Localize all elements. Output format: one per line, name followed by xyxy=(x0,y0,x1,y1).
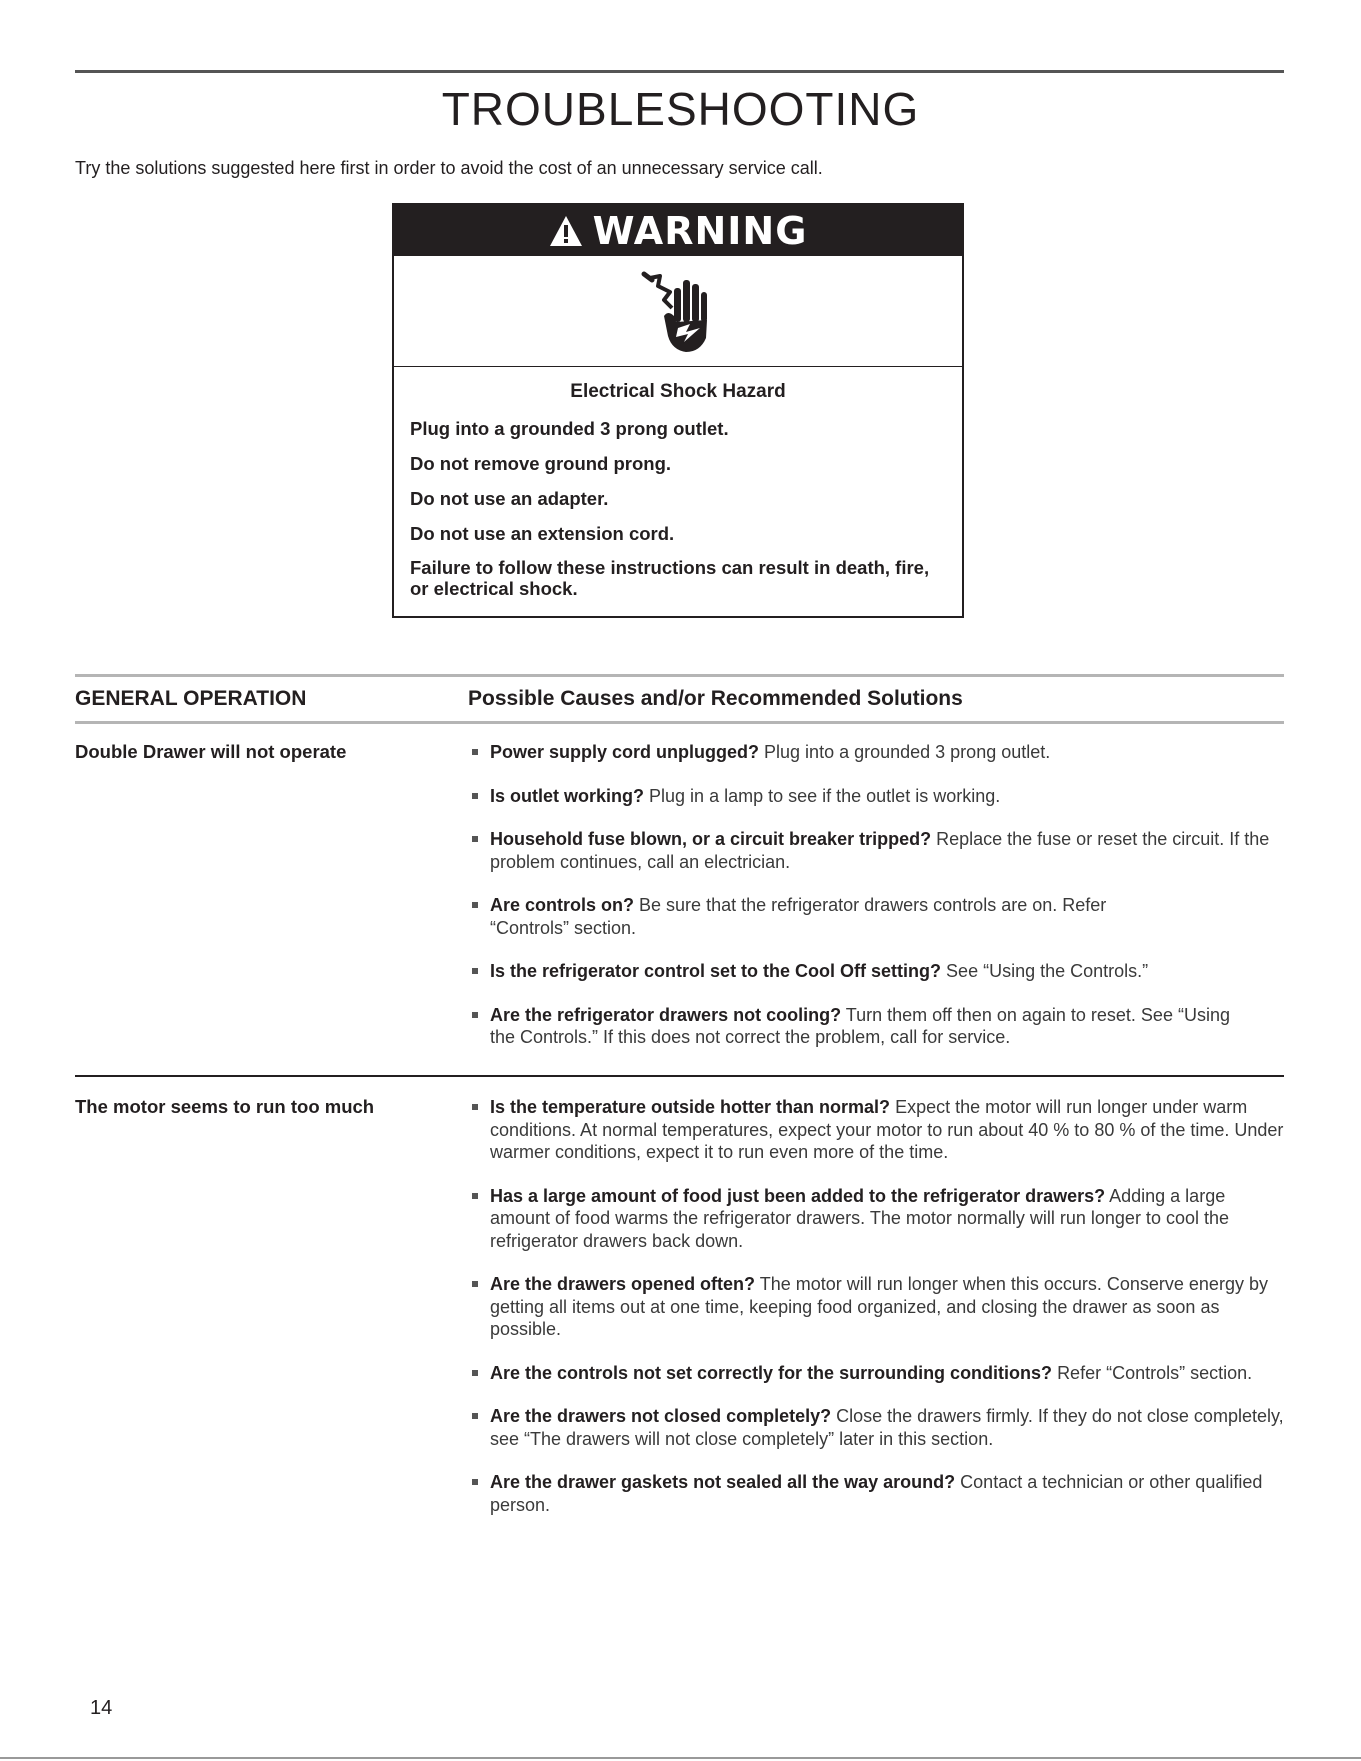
warning-consequence: Failure to follow these instructions can result in death, fire, or electrical shock. xyxy=(410,557,930,599)
page-title: TROUBLESHOOTING xyxy=(441,83,920,135)
cause-question: Power supply cord unplugged? xyxy=(490,742,760,762)
solution-text: Plug in a lamp to see if the outlet is working. xyxy=(649,785,1001,806)
bullet-icon xyxy=(472,1281,478,1287)
bullet-icon xyxy=(472,1479,478,1485)
warning-line: Do not remove ground prong. xyxy=(410,453,672,474)
solution-text: Contact a technician or other qualified person. xyxy=(490,1472,1263,1515)
bullet-icon xyxy=(472,749,478,755)
warning-line: Do not use an extension cord. xyxy=(410,523,675,544)
list-item xyxy=(468,1273,1288,1341)
list-item xyxy=(468,828,1290,873)
warning-body xyxy=(394,367,962,599)
list-item xyxy=(468,894,1140,939)
solution-text: Adding a large amount of food warms the refrigerator drawers. The motor normally will run longer to cool the refrigerator drawers back down. xyxy=(490,1185,1229,1251)
cause-question: Are the drawers not closed completely? xyxy=(490,1406,832,1426)
solution-text: Expect the motor will run longer under warm conditions. At normal temperatures, expect your motor to run about 40 % to 80 % of the time. Under warmer conditions, expect it to run even more of the time. xyxy=(490,1097,1284,1162)
solution-text: See “Using the Controls.” xyxy=(946,961,1149,981)
bullet-icon xyxy=(472,1413,478,1419)
cause-question: Household fuse blown, or a circuit breaker tripped? xyxy=(490,829,932,849)
cause-question: Is the temperature outside hotter than normal? xyxy=(490,1097,891,1117)
table-header-rule xyxy=(75,721,1284,724)
cause-question: Are the refrigerator drawers not cooling? xyxy=(490,1004,842,1025)
cause-question: Is outlet working? xyxy=(490,785,645,806)
cause-question: Are the drawers opened often? xyxy=(490,1274,756,1294)
column-header-solutions: Possible Causes and/or Recommended Solutions xyxy=(468,687,963,710)
warning-line: Plug into a grounded 3 prong outlet. xyxy=(410,418,729,439)
bullet-icon xyxy=(472,836,478,842)
hazard-title: Electrical Shock Hazard xyxy=(570,381,786,402)
bullet-icon xyxy=(472,968,478,974)
list-item xyxy=(468,1471,1288,1516)
list-item xyxy=(468,1362,1288,1385)
cause-question: Are the controls not set correctly for the surrounding conditions? xyxy=(490,1362,1053,1383)
solution-text: Plug into a grounded 3 prong outlet. xyxy=(764,742,1051,762)
warning-label: WARNING xyxy=(592,208,808,253)
bullet-icon xyxy=(472,1370,478,1376)
warning-icon-area xyxy=(394,256,962,367)
solution-text: Replace the fuse or reset the circuit. If the problem continues, call an electrician. xyxy=(490,829,1270,872)
table-top-rule xyxy=(75,674,1284,677)
cause-question: Are controls on? xyxy=(490,895,635,915)
warning-box xyxy=(392,203,964,618)
warning-header xyxy=(394,205,962,256)
top-rule xyxy=(75,70,1284,73)
problem-title: The motor seems to run too much xyxy=(75,1096,375,1117)
page-number: 14 xyxy=(90,1697,113,1719)
bullet-icon xyxy=(472,793,478,799)
bullet-icon xyxy=(472,1104,478,1110)
cause-question: Has a large amount of food just been added to the refrigerator drawers? xyxy=(490,1185,1106,1206)
cause-question: Are the drawer gaskets not sealed all the way around? xyxy=(490,1472,956,1492)
list-item xyxy=(468,1096,1288,1164)
bottom-edge-rule xyxy=(0,1757,1361,1759)
list-item xyxy=(468,960,1288,983)
bullet-icon xyxy=(472,1193,478,1199)
list-item xyxy=(468,1185,1288,1253)
section-divider xyxy=(75,1075,1284,1077)
list-item xyxy=(468,1004,1250,1049)
list-item xyxy=(468,1405,1288,1450)
solution-list xyxy=(468,1096,1288,1516)
solution-text: Refer “Controls” section. xyxy=(1057,1362,1253,1383)
solution-text: Turn them off then on again to reset. See “Using the Controls.” If this does not correct the problem, call for service. xyxy=(490,1004,1230,1047)
solution-text: The motor will run longer when this occurs. Conserve energy by getting all items out at one time, keeping food organized, and closing the drawer as soon as possible. xyxy=(490,1274,1268,1339)
list-item xyxy=(468,785,1288,808)
problem-title: Double Drawer will not operate xyxy=(75,741,347,762)
electrical-shock-hand-icon xyxy=(638,266,718,356)
cause-question: Is the refrigerator control set to the Cool Off setting? xyxy=(490,961,942,981)
bullet-icon xyxy=(472,902,478,908)
bullet-icon xyxy=(472,1012,478,1018)
list-item xyxy=(468,741,1288,764)
intro-text: Try the solutions suggested here first in order to avoid the cost of an unnecessary service call. xyxy=(75,158,823,178)
warning-line: Do not use an adapter. xyxy=(410,488,609,509)
solution-list xyxy=(468,741,1288,1049)
warning-triangle-icon xyxy=(549,215,583,247)
column-header-operation: GENERAL OPERATION xyxy=(75,687,307,710)
solution-text: Be sure that the refrigerator drawers controls are on. Refer “Controls” section. xyxy=(490,895,1107,938)
solution-text: Close the drawers firmly. If they do not close completely, see “The drawers will not close completely” later in this section. xyxy=(490,1406,1284,1449)
